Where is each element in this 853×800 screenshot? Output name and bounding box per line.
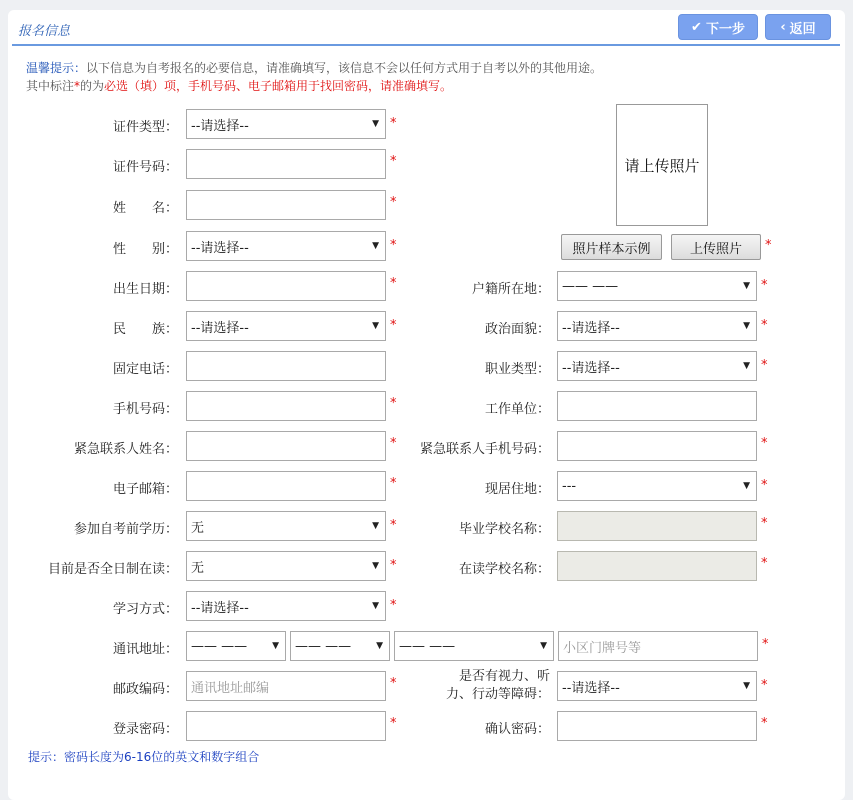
postcode-input[interactable]: 通讯地址邮编 [186, 671, 386, 701]
district-value: —— —— [399, 638, 456, 654]
hukou-select[interactable] [557, 271, 757, 301]
required-star: * [761, 278, 768, 293]
id-number-label: 证件号码： [112, 160, 178, 175]
residence-label: 现居住地： [484, 482, 550, 497]
study-mode-select[interactable] [186, 591, 386, 621]
disability-label-line2: 力、行动等障碍： [445, 687, 550, 702]
required-star: * [390, 238, 397, 253]
chevron-down-icon: ▼ [743, 361, 750, 371]
back-label: 返回 [789, 21, 816, 37]
job-value: --请选择-- [562, 360, 620, 376]
chevron-down-icon: ▼ [743, 321, 750, 331]
tip-prefix: 温馨提示： [26, 61, 87, 75]
cur-school-label: 在读学校名称： [458, 562, 550, 577]
name-label: 姓 名： [112, 201, 178, 216]
tip2-red: 必选（填）项，手机号码、电子邮箱用于找回密码，请准确填写。 [104, 79, 453, 93]
address-detail-input[interactable]: 小区门牌号等 [558, 631, 758, 661]
ethnic-label: 民 族： [112, 322, 178, 337]
emergency-name-input[interactable] [186, 431, 386, 461]
hukou-label: 户籍所在地： [471, 282, 550, 297]
chevron-down-icon: ▼ [372, 601, 379, 611]
work-input[interactable] [557, 391, 757, 421]
politics-select[interactable] [557, 311, 757, 341]
email-input[interactable] [186, 471, 386, 501]
required-star: * [390, 195, 397, 210]
required-star: * [761, 318, 768, 333]
mobile-label: 手机号码： [112, 402, 178, 417]
id-type-value: --请选择-- [191, 118, 249, 134]
chevron-down-icon: ▼ [743, 681, 750, 691]
required-star: * [390, 276, 397, 291]
required-star: * [761, 716, 768, 731]
confirm-password-input[interactable] [557, 711, 757, 741]
ethnic-value: --请选择-- [191, 320, 249, 336]
mobile-input[interactable] [186, 391, 386, 421]
required-star: * [390, 676, 397, 691]
address-city-select[interactable] [290, 631, 390, 661]
postcode-label: 邮政编码： [112, 682, 178, 697]
id-type-label: 证件类型： [112, 120, 178, 135]
required-star: * [390, 558, 397, 573]
gender-select[interactable] [186, 231, 386, 261]
photo-placeholder: 请上传照片 [616, 104, 708, 226]
required-star: * [761, 556, 768, 571]
chevron-down-icon: ▼ [372, 241, 379, 251]
hukou-value: —— —— [562, 278, 619, 294]
edu-label: 参加自考前学历： [73, 522, 178, 537]
address-district-select[interactable] [394, 631, 554, 661]
tip2-prefix: 其中标注 [26, 79, 75, 93]
chevron-down-icon: ▼ [372, 521, 379, 531]
work-label: 工作单位： [484, 402, 550, 417]
tip-line-1 [26, 59, 602, 76]
required-star: * [390, 154, 397, 169]
name-input[interactable] [186, 190, 386, 220]
chevron-left-icon: ‹ [780, 19, 786, 35]
check-icon: ✔ [691, 19, 702, 35]
fulltime-label: 目前是否全日制在读： [47, 562, 178, 577]
chevron-down-icon: ▼ [372, 561, 379, 571]
job-label: 职业类型： [484, 362, 550, 377]
edu-value: 无 [191, 520, 205, 536]
chevron-down-icon: ▼ [376, 641, 383, 651]
upload-photo-button[interactable]: 上传照片 [671, 234, 761, 260]
required-star: * [390, 598, 397, 613]
back-button[interactable] [765, 14, 831, 40]
required-star: * [761, 478, 768, 493]
residence-value: --- [562, 478, 577, 494]
tip2-star: * [74, 79, 81, 93]
required-star: * [390, 318, 397, 333]
chevron-down-icon: ▼ [743, 281, 750, 291]
chevron-down-icon: ▼ [372, 321, 379, 331]
grad-school-input[interactable] [557, 511, 757, 541]
next-label: 下一步 [705, 21, 745, 37]
required-star: * [390, 436, 397, 451]
cur-school-input[interactable] [557, 551, 757, 581]
form-panel [8, 10, 845, 800]
password-input[interactable] [186, 711, 386, 741]
chevron-down-icon: ▼ [743, 481, 750, 491]
title-divider [12, 44, 840, 46]
chevron-down-icon: ▼ [272, 641, 279, 651]
phone-label: 固定电话： [112, 362, 178, 377]
id-type-select[interactable] [186, 109, 386, 139]
page-title: 报名信息 [18, 24, 71, 39]
grad-school-label: 毕业学校名称： [458, 522, 550, 537]
required-star: * [390, 116, 397, 131]
disability-value: --请选择-- [562, 680, 620, 696]
emergency-mobile-input[interactable] [557, 431, 757, 461]
residence-select[interactable] [557, 471, 757, 501]
disability-label [410, 668, 550, 704]
password-label: 登录密码： [112, 722, 178, 737]
address-province-select[interactable] [186, 631, 286, 661]
required-star: * [762, 637, 769, 652]
study-mode-value: --请选择-- [191, 600, 249, 616]
tip-line-2 [26, 77, 452, 94]
birth-input[interactable] [186, 271, 386, 301]
required-star: * [761, 436, 768, 451]
disability-select[interactable] [557, 671, 757, 701]
address-label: 通讯地址： [112, 642, 178, 657]
email-label: 电子邮箱： [112, 482, 178, 497]
photo-sample-button[interactable]: 照片样本示例 [561, 234, 662, 260]
required-star: * [390, 716, 397, 731]
required-star: * [390, 476, 397, 491]
id-number-input[interactable] [186, 149, 386, 179]
required-star: * [390, 396, 397, 411]
phone-input[interactable] [186, 351, 386, 381]
politics-value: --请选择-- [562, 320, 620, 336]
gender-value: --请选择-- [191, 240, 249, 256]
city-value: —— —— [295, 638, 352, 654]
next-button[interactable] [678, 14, 758, 40]
study-mode-label: 学习方式： [112, 602, 178, 617]
password-hint: 提示：密码长度为6-16位的英文和数字组合 [28, 750, 260, 764]
fulltime-select[interactable] [186, 551, 386, 581]
gender-label: 性 别： [112, 242, 178, 257]
required-star: * [390, 518, 397, 533]
required-star: * [761, 358, 768, 373]
tip2-mid: 的为 [80, 79, 105, 93]
edu-select[interactable] [186, 511, 386, 541]
tip-text: 以下信息为自考报名的必要信息，请准确填写，该信息不会以任何方式用于自考以外的其他用途。 [86, 61, 603, 75]
birth-label: 出生日期： [112, 282, 178, 297]
required-star: * [765, 238, 772, 253]
emergency-mobile-label: 紧急联系人手机号码： [419, 442, 550, 457]
emergency-name-label: 紧急联系人姓名： [73, 442, 178, 457]
required-star: * [761, 678, 768, 693]
job-select[interactable] [557, 351, 757, 381]
province-value: —— —— [191, 638, 248, 654]
chevron-down-icon: ▼ [540, 641, 547, 651]
confirm-label: 确认密码： [484, 722, 550, 737]
chevron-down-icon: ▼ [372, 119, 379, 129]
fulltime-value: 无 [191, 560, 205, 576]
required-star: * [761, 516, 768, 531]
ethnic-select[interactable] [186, 311, 386, 341]
politics-label: 政治面貌： [484, 322, 550, 337]
disability-label-line1: 是否有视力、听 [458, 669, 550, 684]
